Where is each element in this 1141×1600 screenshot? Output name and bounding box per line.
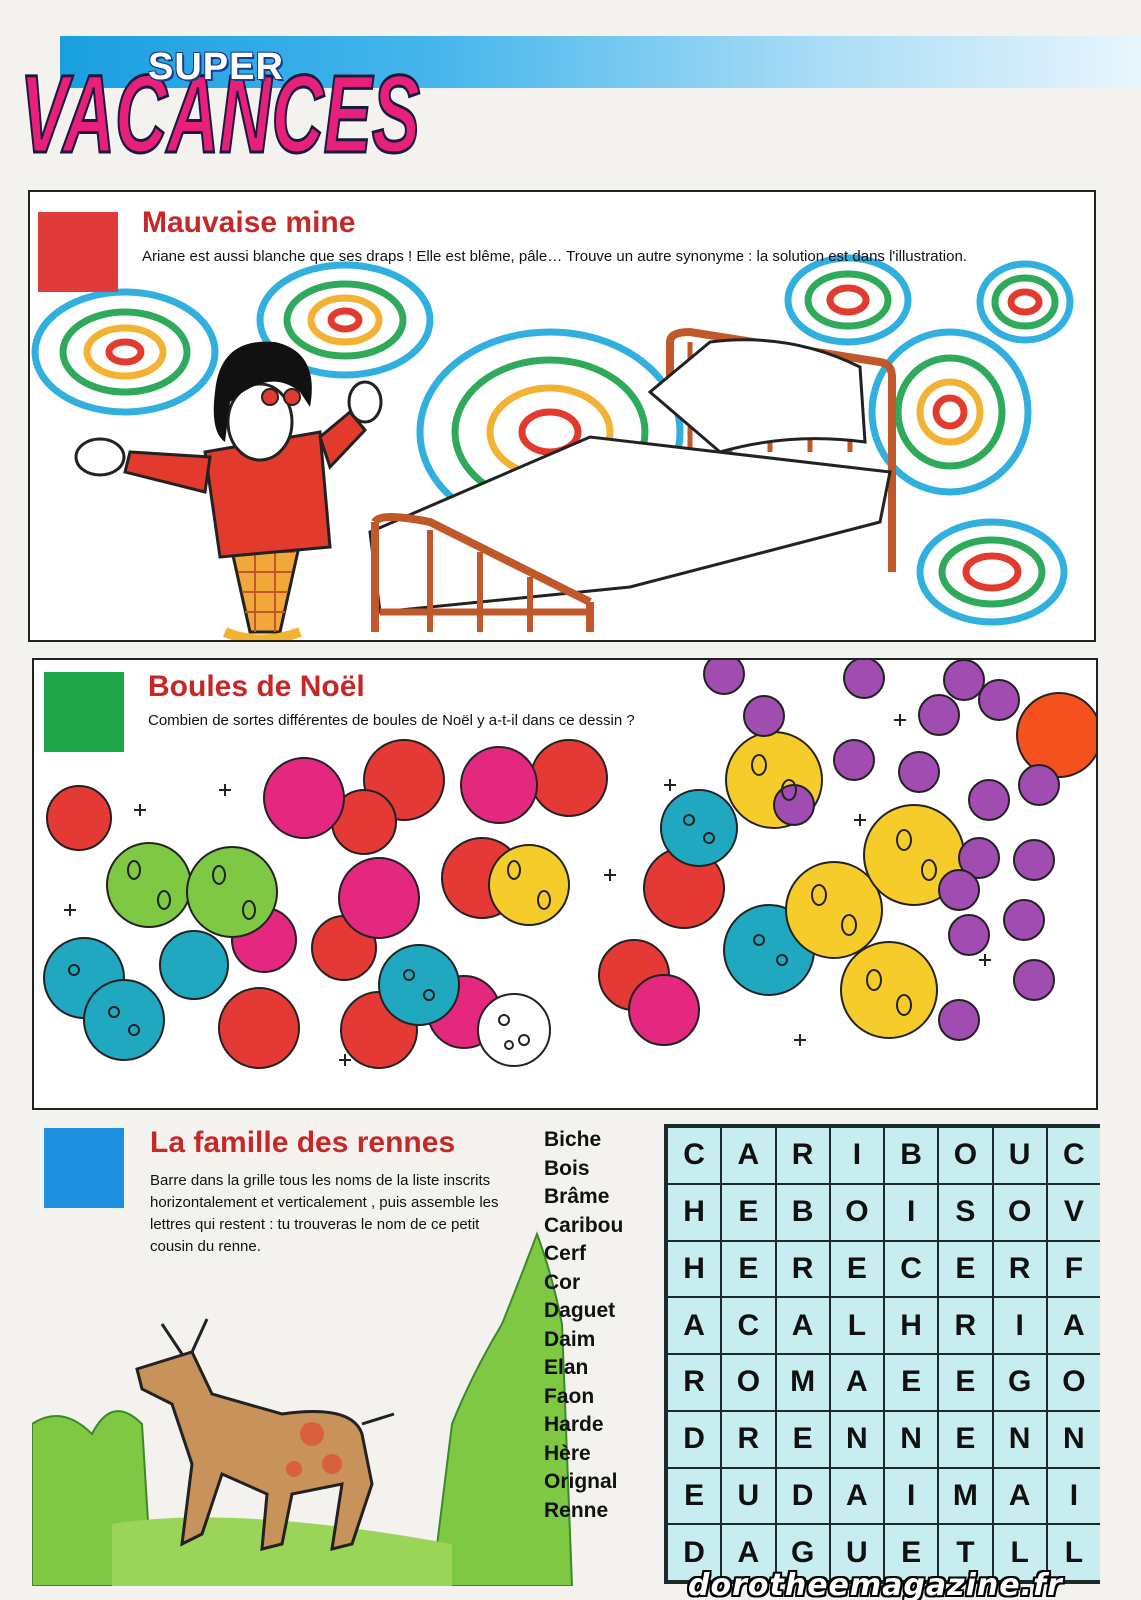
grid-cell[interactable]: D	[667, 1524, 721, 1581]
word-list-item: Daim	[544, 1327, 596, 1351]
grid-cell[interactable]: H	[667, 1184, 721, 1241]
grid-cell[interactable]: E	[938, 1354, 992, 1411]
blue-square-marker	[44, 1128, 124, 1208]
ariane-girl	[76, 342, 381, 640]
word-list-item: Renne	[544, 1498, 609, 1522]
logo-super: SUPER	[148, 46, 284, 88]
grid-cell[interactable]: U	[993, 1127, 1047, 1184]
grid-cell[interactable]: D	[667, 1411, 721, 1468]
grid-cell[interactable]: H	[884, 1297, 938, 1354]
grid-cell[interactable]: G	[776, 1524, 830, 1581]
grid-cell[interactable]: L	[830, 1297, 884, 1354]
grid-cell[interactable]: E	[938, 1241, 992, 1298]
grid-cell[interactable]: C	[721, 1297, 775, 1354]
grid-cell[interactable]: O	[721, 1354, 775, 1411]
grid-cell[interactable]: I	[884, 1184, 938, 1241]
grid-cell[interactable]: A	[721, 1127, 775, 1184]
word-list-item: Elan	[544, 1356, 589, 1379]
grid-cell[interactable]: L	[993, 1524, 1047, 1581]
grid-cell[interactable]: R	[938, 1297, 992, 1354]
grid-cell[interactable]: F	[1047, 1241, 1100, 1298]
puzzle-mauvaise-mine	[28, 190, 1096, 642]
bush	[32, 1234, 572, 1586]
word-list-item: Biche	[544, 1128, 602, 1151]
puzzle3-title: La famille des rennes	[150, 1126, 456, 1159]
puzzle-boules-de-noel	[32, 658, 1098, 1110]
grid-cell[interactable]: I	[993, 1297, 1047, 1354]
grid-cell[interactable]: V	[1047, 1184, 1100, 1241]
grid-cell[interactable]: E	[884, 1524, 938, 1581]
word-list-item: Caribou	[544, 1213, 624, 1237]
logo-vacances-text: VACANCES	[20, 53, 420, 164]
grid-cell[interactable]: G	[993, 1354, 1047, 1411]
grid-cell[interactable]: A	[721, 1524, 775, 1581]
grid-cell[interactable]: M	[938, 1468, 992, 1525]
grid-cell[interactable]: E	[776, 1411, 830, 1468]
puzzle1-title: Mauvaise mine	[142, 206, 356, 239]
grid-cell[interactable]: N	[1047, 1411, 1100, 1468]
puzzle2-instruction: Combien de sortes différentes de boules de Noël y a-t-il dans ce dessin ?	[148, 712, 635, 729]
grid-cell[interactable]: R	[667, 1354, 721, 1411]
grid-cell[interactable]: B	[884, 1127, 938, 1184]
grid-cell[interactable]: E	[884, 1354, 938, 1411]
puzzle1-instruction: Ariane est aussi blanche que ses draps ! Elle est blême, pâle… Trouve un autre synonyme : la solution est dans l'illustration.	[142, 248, 967, 265]
grid-cell[interactable]: C	[1047, 1127, 1100, 1184]
grid-cell[interactable]: E	[830, 1241, 884, 1298]
grid-cell[interactable]: O	[1047, 1354, 1100, 1411]
grid-cell[interactable]: R	[776, 1241, 830, 1298]
word-list-item: Cerf	[544, 1242, 587, 1265]
grid-cell[interactable]: I	[1047, 1468, 1100, 1525]
word-list-item: Faon	[544, 1384, 595, 1408]
word-list-item: Orignal	[544, 1470, 618, 1493]
red-square-marker	[38, 212, 118, 292]
grid-cell[interactable]: I	[830, 1127, 884, 1184]
grid-cell[interactable]: N	[884, 1411, 938, 1468]
grid-cell[interactable]: D	[776, 1468, 830, 1525]
grid-cell[interactable]: A	[993, 1468, 1047, 1525]
grid-cell[interactable]: C	[667, 1127, 721, 1184]
grid-cell[interactable]: B	[776, 1184, 830, 1241]
grid-cell[interactable]: C	[884, 1241, 938, 1298]
grid-cell[interactable]: R	[776, 1127, 830, 1184]
grid-cell[interactable]: N	[993, 1411, 1047, 1468]
puzzle3-instruction: Barre dans la grille tous les noms de la liste inscrits horizontalement et verticalement , puis assemble les lettres qui restent : tu trouveras le nom de ce petit cousin du renne.	[150, 1172, 499, 1255]
word-list-item: Cor	[544, 1270, 581, 1294]
grid-cell[interactable]: A	[1047, 1297, 1100, 1354]
grid-cell[interactable]: E	[667, 1468, 721, 1525]
grid-cell[interactable]: E	[938, 1411, 992, 1468]
grid-cell[interactable]: A	[667, 1297, 721, 1354]
grid-cell[interactable]: N	[830, 1411, 884, 1468]
grid-cell[interactable]: E	[721, 1184, 775, 1241]
word-list	[544, 1126, 623, 1525]
word-list-item: Hère	[544, 1441, 591, 1465]
grid-cell[interactable]: S	[938, 1184, 992, 1241]
deer	[137, 1319, 394, 1549]
word-list-item: Harde	[544, 1413, 604, 1436]
puzzle-famille-des-rennes	[32, 1124, 1100, 1586]
green-square-marker	[44, 672, 124, 752]
grid-cell[interactable]: I	[884, 1468, 938, 1525]
grid-cell[interactable]: E	[721, 1241, 775, 1298]
grid-cell[interactable]: H	[667, 1241, 721, 1298]
grid-cell[interactable]: R	[721, 1411, 775, 1468]
grid-cell[interactable]: M	[776, 1354, 830, 1411]
grid-cell[interactable]: U	[721, 1468, 775, 1525]
bed	[370, 332, 892, 632]
word-list-item: Daguet	[544, 1299, 616, 1322]
grid-cell[interactable]: O	[830, 1184, 884, 1241]
word-list-item: Brâme	[544, 1185, 610, 1208]
grid-cell[interactable]: O	[993, 1184, 1047, 1241]
grid-cell[interactable]: R	[993, 1241, 1047, 1298]
word-search-grid	[664, 1124, 1100, 1584]
grid-cell[interactable]: U	[830, 1524, 884, 1581]
grid-cell[interactable]: T	[938, 1524, 992, 1581]
watermark: dorotheemagazine.fr	[688, 1568, 1063, 1600]
grid-cell[interactable]: L	[1047, 1524, 1100, 1581]
puzzle2-title: Boules de Noël	[148, 670, 365, 703]
grid-cell[interactable]: A	[830, 1468, 884, 1525]
word-list-item: Bois	[544, 1156, 590, 1180]
grid-cell[interactable]: A	[776, 1297, 830, 1354]
grid-cell[interactable]: O	[938, 1127, 992, 1184]
grid-cell[interactable]: A	[830, 1354, 884, 1411]
